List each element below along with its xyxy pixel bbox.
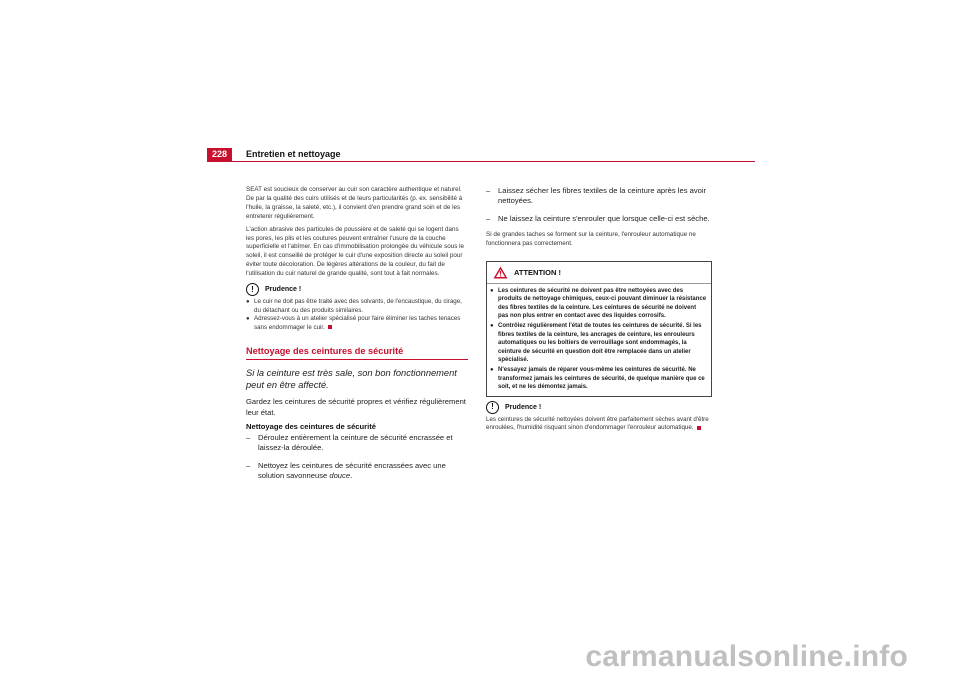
subheading: Nettoyage des ceintures de sécurité bbox=[246, 422, 376, 432]
section-end-icon bbox=[697, 426, 701, 430]
body-text: Gardez les ceintures de sécurité propres et vérifiez régulièrement leur état. bbox=[246, 397, 466, 417]
leather-paragraph-1: SEAT est soucieux de conserver au cuir son caractère authentique et naturel. De par la qualité des cuirs utilisés et de leurs particularités (p. ex. sensibilité à l'huile, la graisse, la saleté, etc.), il convient d'en prendre grand soin et de les entretenir régulièrement. bbox=[246, 186, 463, 220]
section-end-icon bbox=[328, 325, 332, 329]
attention-bullet: ● Contrôlez régulièrement l'état de toutes les ceintures de sécurité. Si les fibres textiles de la ceinture, les ancrages de ceinture, les enrouleurs automatiques ou les boîtiers de verrouillage sont endommagés, la ceinture de sécurité en question doit être remplacée dans un atelier spécialisé. bbox=[490, 323, 702, 364]
prudence-bullet: ● Le cuir ne doit pas être traité avec des solvants, de l'encaustique, du cirage, du détachant ou des produits similaires. bbox=[246, 298, 462, 314]
exclamation-icon: ! bbox=[246, 283, 259, 296]
bullet-icon: ● bbox=[490, 287, 494, 294]
right-column bbox=[486, 186, 712, 433]
bullet-icon: ● bbox=[246, 316, 250, 323]
attention-bullet: ● N'essayez jamais de réparer vous-même les ceintures de sécurité. Ne transformez jamais les ceintures de sécurité, de quelque manière que ce soit, et ne les démontez jamais. bbox=[490, 367, 705, 391]
prudence-title: Prudence ! bbox=[505, 403, 542, 411]
step-item: – Laissez sécher les fibres textiles de la ceinture après les avoir nettoyées. bbox=[486, 186, 707, 206]
bullet-icon: ● bbox=[490, 323, 494, 330]
warning-triangle-icon bbox=[493, 266, 508, 279]
attention-bullet: ● Les ceintures de sécurité ne doivent pas être nettoyées avec des produits de nettoyage chimiques, ceux-ci pouvant diminuer la résistance des fibres textiles de la ceinture. Les ceintures de sécurité ne doivent pas non plus entrer en contact avec des liquides corrosifs. bbox=[490, 287, 707, 320]
leather-paragraph-2: L'action abrasive des particules de poussière et de saleté qui se logent dans les pores, les plis et les coutures peuvent entraîner l'usure de la couche superficielle et l'abîmer. En cas d'immobilisation prolongée du véhicule sous le soleil, il est conseillé de protéger le cuir d'une exposition directe au soleil pour éviter toute décoloration. De légères altérations de la couleur, du fait de l'utilisation du cuir naturel de grande qualité, sont tout à fait normales. bbox=[246, 225, 465, 278]
step-item: – Nettoyez les ceintures de sécurité encrassées avec une solution savonneuse douce. bbox=[246, 460, 446, 480]
note-text: Si de grandes taches se forment sur la ceinture, l'enrouleur automatique ne fonctionnera pas correctement. bbox=[486, 230, 696, 247]
bullet-icon: ● bbox=[246, 299, 250, 306]
section-heading: Nettoyage des ceintures de sécurité bbox=[246, 346, 468, 360]
prudence-header bbox=[246, 283, 468, 296]
prudence-bullet: ● Adressez-vous à un atelier spécialisé pour faire éliminer les taches tenaces sans endommager le cuir. bbox=[246, 315, 461, 331]
attention-header bbox=[487, 262, 711, 283]
prudence-header bbox=[486, 401, 712, 414]
left-column bbox=[246, 186, 468, 488]
prudence-text: Les ceintures de sécurité nettoyées doivent être parfaitement sèches avant d'être enroulées, l'humidité risquant sinon d'endommager l'enrouleur automatique. bbox=[486, 415, 709, 432]
prudence-title: Prudence ! bbox=[265, 286, 302, 294]
header-divider bbox=[207, 161, 755, 162]
page-number: 228 bbox=[207, 148, 232, 161]
step-item: – Déroulez entièrement la ceinture de sécurité encrassée et laissez-la déroulée. bbox=[246, 433, 453, 453]
exclamation-icon: ! bbox=[486, 401, 499, 414]
watermark: carmanualsonline.info bbox=[585, 640, 908, 673]
bullet-icon: ● bbox=[490, 367, 494, 374]
step-item: – Ne laissez la ceinture s'enrouler que lorsque celle-ci est sèche. bbox=[486, 213, 710, 223]
attention-title: ATTENTION ! bbox=[514, 267, 561, 277]
attention-box bbox=[486, 261, 712, 397]
page-title: Entretien et nettoyage bbox=[246, 149, 341, 159]
attention-body bbox=[487, 283, 711, 396]
section-intro: Si la ceinture est très sale, son bon fonctionnement peut en être affecté. bbox=[246, 368, 457, 391]
